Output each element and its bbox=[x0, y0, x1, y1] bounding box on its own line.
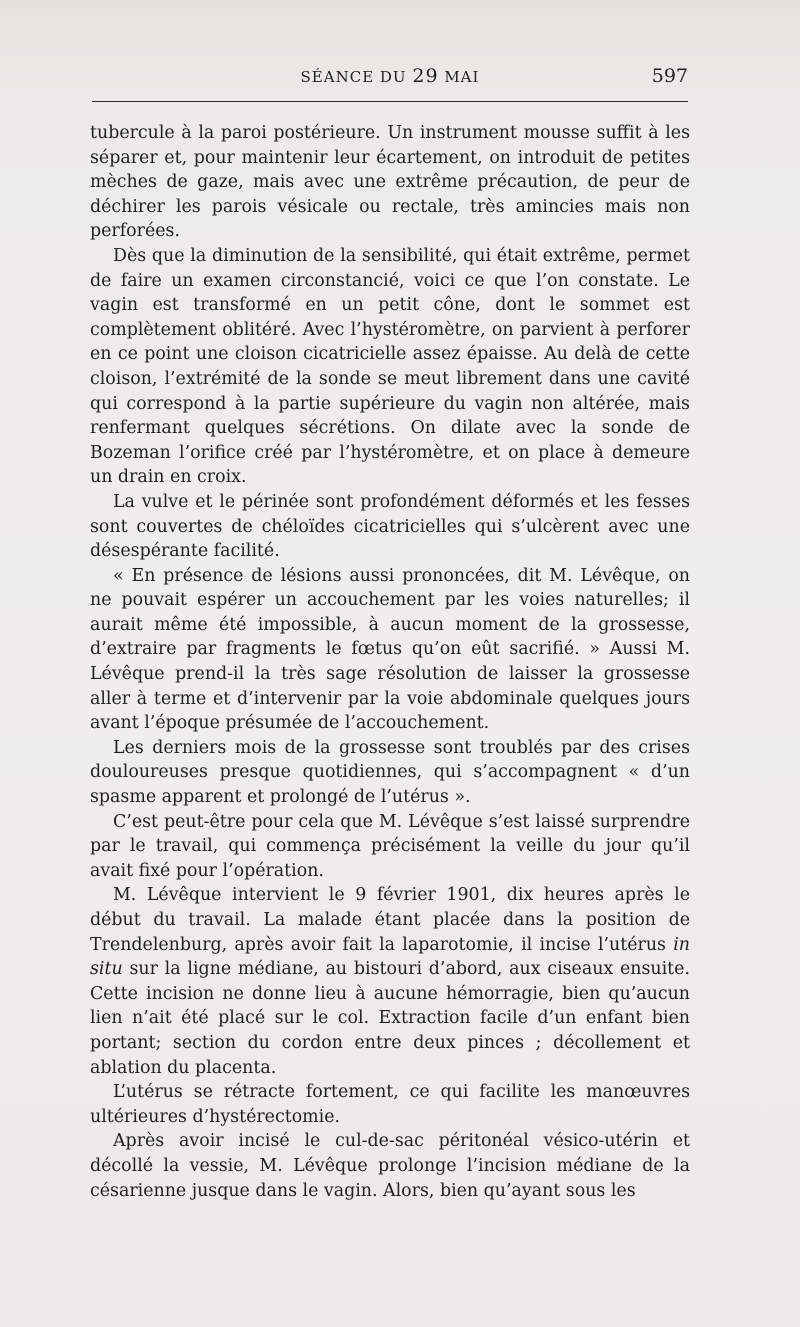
page-number: 597 bbox=[651, 65, 688, 87]
paragraph-7-part-2: sur la ligne médiane, au bistouri d’abord, aux ciseaux ensuite. Cette incision ne donne lieu à aucune hémorragie, bien qu’aucun lien n’ait été placé sur le col. Extraction facile d’un enfant bien portant; section du cordon entre deux pinces ; décollement et ablation du placenta. bbox=[90, 959, 690, 1078]
body-text bbox=[90, 121, 690, 1203]
running-title-day: 29 bbox=[412, 65, 439, 87]
running-title-month: MAI bbox=[444, 68, 480, 86]
paragraph-6: C’est peut-être pour cela que M. Lévêque s’est laissé surprendre par le travail, qui commença précisément la veille du jour qu’il avait fixé pour l’opération. bbox=[90, 811, 690, 881]
running-title-prefix: SÉANCE DU bbox=[300, 68, 407, 86]
paragraph-7 bbox=[90, 883, 690, 1080]
paragraph-3: La vulve et le périnée sont profondément déformés et les fesses sont couvertes de chéloïdes cicatricielles qui s’ulcèrent avec une désespérante facilité. bbox=[90, 491, 690, 562]
paragraph-9: Après avoir incisé le cul-de-sac péritonéal vésico-utérin et décollé la vessie, M. Lévêque prolonge l’incision médiane de la césarienne jusque dans le vagin. Alors, bien qu’ayant sous les bbox=[90, 1131, 690, 1201]
paragraph-7-italic: in situ bbox=[90, 934, 690, 980]
paragraph-4: « En présence de lésions aussi prononcées, dit M. Lévêque, on ne pouvait espérer un accouchement par les voies naturelles; il aurait même été impossible, à aucun moment de la grossesse, d’extraire par fragments le fœtus qu’on eût sacrifié. » Aussi M. Lévêque prend-il la très sage résolution de laisser la grossesse aller à terme et d’intervenir par la voie abdominale quelques jours avant l’époque présumée de l’accouchement. bbox=[90, 565, 690, 734]
paragraph-5: Les derniers mois de la grossesse sont troublés par des crises douloureuses presque quotidiennes, qui s’accompagnent « d’un spasme apparent et prolongé de l’utérus ». bbox=[90, 737, 690, 808]
paragraph-7-part-1: M. Lévêque intervient le 9 février 1901, dix heures après le début du travail. La malade étant placée dans la position de Trendelenburg, après avoir fait la laparotomie, il incise l’utérus bbox=[90, 885, 690, 955]
page-header bbox=[92, 62, 688, 94]
running-title bbox=[92, 62, 688, 91]
paragraph-2: Dès que la diminution de la sensibilité, qui était extrême, permet de faire un examen circonstancié, voici ce que l’on constate. Le vagin est transformé en un petit cône, dont le sommet est complètement oblitéré. Avec l’hystéromètre, on parvient à perforer en ce point une cloison cicatricielle assez épaisse. Au delà de cette cloison, l’extrémité de la sonde se meut librement dans une cavité qui correspond à la partie supérieure du vagin non altérée, mais renfermant quelques sécrétions. On dilate avec la sonde de Bozeman l’orifice créé par l’hystéromètre, et on place à demeure un drain en croix. bbox=[90, 245, 690, 488]
paragraph-1: tubercule à la paroi postérieure. Un instrument mousse suffit à les séparer et, pour maintenir leur écartement, on introduit de petites mèches de gaze, mais avec une extrême précaution, de peur de déchirer les parois vésicale ou rectale, très amincies mais non perforées. bbox=[90, 123, 690, 242]
header-rule bbox=[92, 101, 688, 102]
paragraph-8: L’utérus se rétracte fortement, ce qui facilite les manœuvres ultérieures d’hystérectomie. bbox=[90, 1082, 690, 1127]
